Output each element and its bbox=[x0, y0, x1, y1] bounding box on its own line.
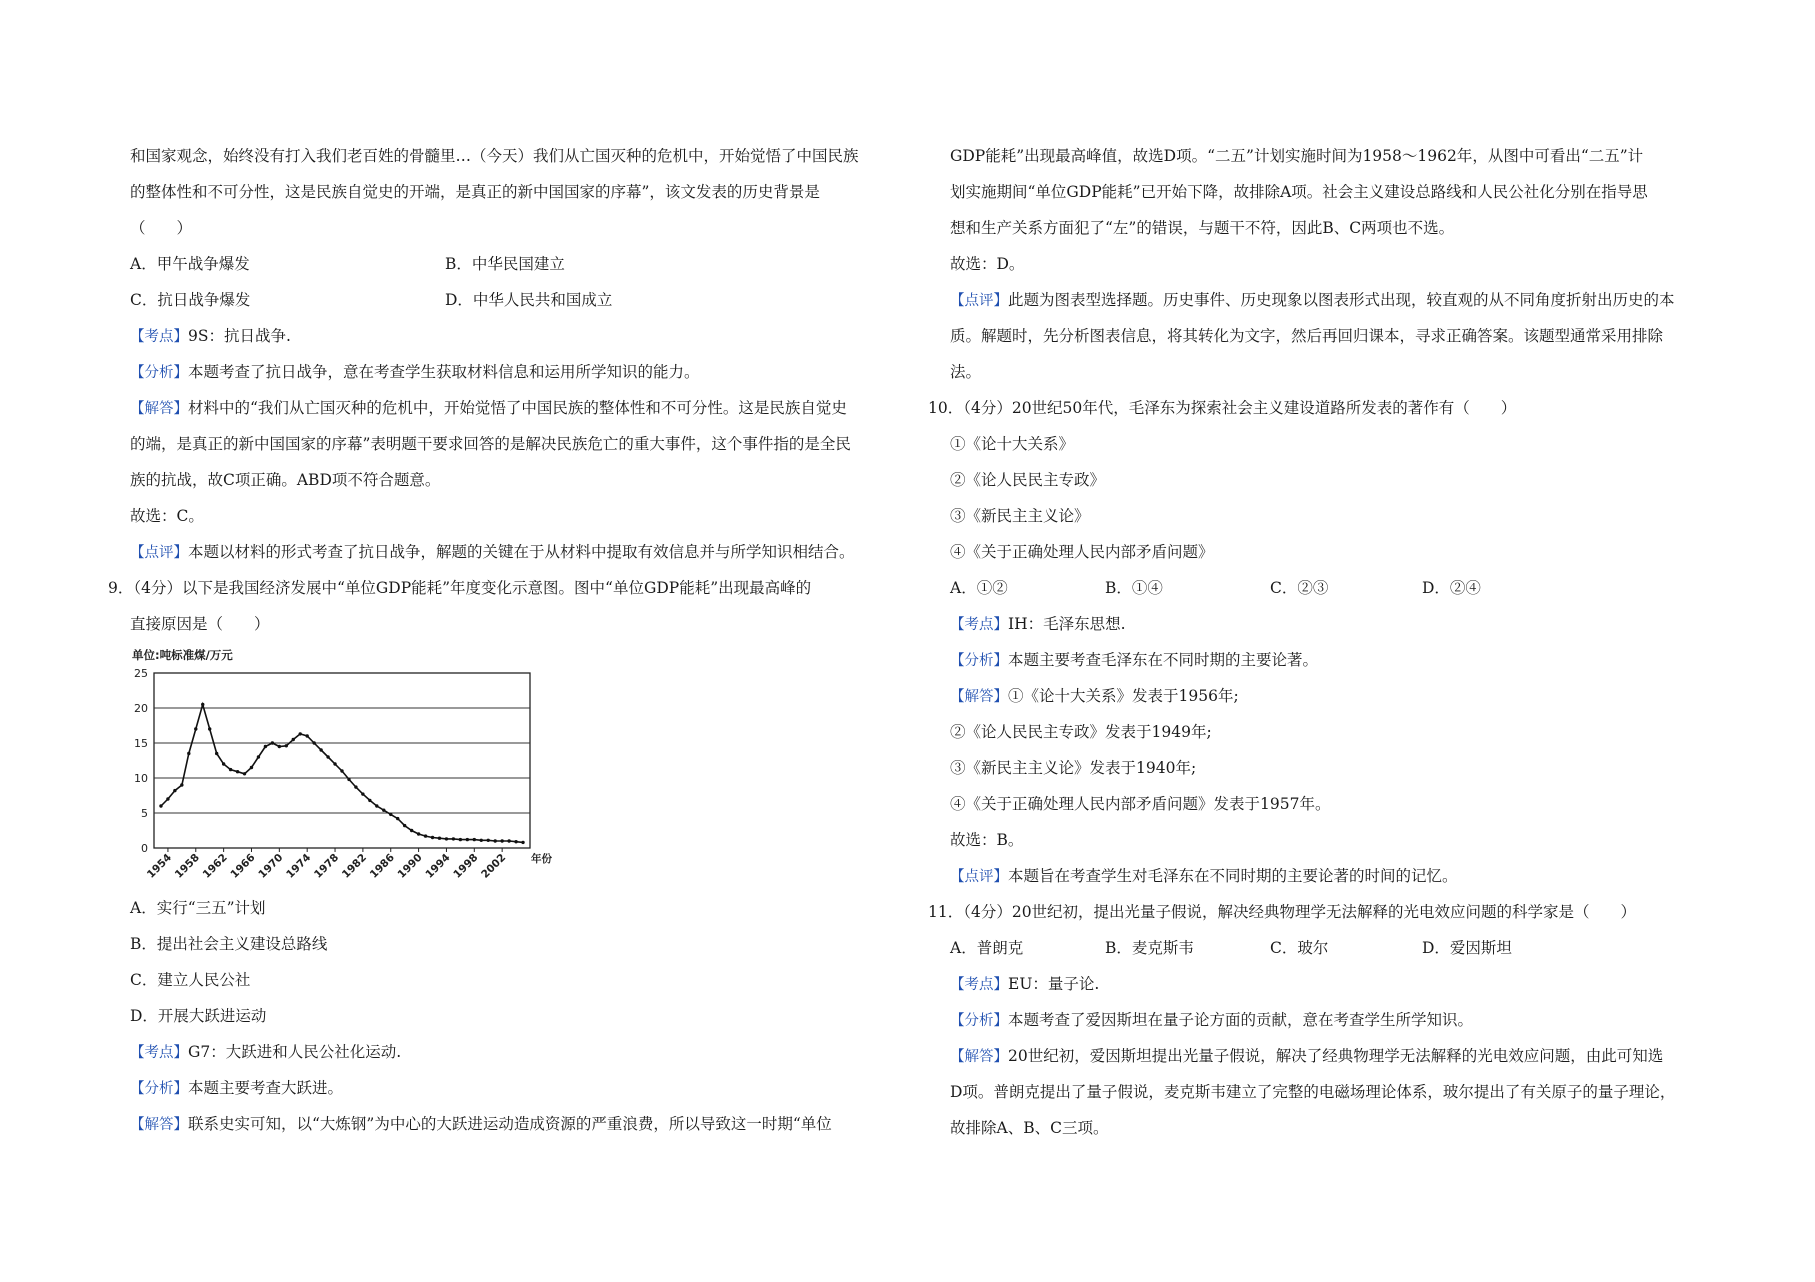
q10-jieda bbox=[950, 678, 1720, 714]
chart-point bbox=[292, 738, 295, 741]
q10-item-3: ③《新民主主义论》 bbox=[950, 507, 1090, 525]
chart-point bbox=[236, 770, 239, 773]
chart-point bbox=[257, 755, 260, 758]
chart-point bbox=[375, 804, 378, 807]
kaodian-text: IH：毛泽东思想. bbox=[1008, 615, 1126, 633]
q10-jieda-line-2: ②《论人民民主专政》发表于1949年; bbox=[950, 723, 1212, 741]
chart-point bbox=[319, 748, 322, 751]
chart-point bbox=[305, 734, 308, 737]
q10-item-4: ④《关于正确处理人民内部矛盾问题》 bbox=[950, 543, 1214, 561]
kaodian-tag: 【考点】 bbox=[950, 617, 1008, 633]
q8-option-c: C．抗日战争爆发 bbox=[130, 291, 251, 309]
chart-point bbox=[180, 783, 183, 786]
q9-dianping bbox=[950, 282, 1720, 318]
q9-jieda-cont-1: GDP能耗”出现最高峰值，故选D项。“二五”计划实施时间为1958～1962年，从图中可看出“二五”计 bbox=[950, 147, 1644, 165]
q11-option-a: A．普朗克 bbox=[950, 939, 1024, 957]
q10-jieda-line-4: ④《关于正确处理人民内部矛盾问题》发表于1957年。 bbox=[950, 795, 1331, 813]
chart-x-ticks bbox=[145, 848, 508, 881]
chart-point bbox=[166, 797, 169, 800]
q11-jieda-line-2: D项。普朗克提出了量子假说，麦克斯韦建立了完整的电磁场理论体系，玻尔提出了有关原子的量子理论， bbox=[950, 1083, 1676, 1101]
chart-point bbox=[410, 829, 413, 832]
q11-option-c: C．玻尔 bbox=[1270, 939, 1329, 957]
kaodian-tag: 【考点】 bbox=[950, 977, 1008, 993]
chart-frame bbox=[154, 673, 530, 848]
chart-point bbox=[361, 792, 364, 795]
q8-answer: 故选：C。 bbox=[130, 507, 204, 525]
q8-options-row-2 bbox=[130, 282, 900, 318]
chart-point bbox=[389, 813, 392, 816]
q8-option-d: D．中华人民共和国成立 bbox=[445, 291, 613, 309]
chart-point bbox=[243, 772, 246, 775]
chart-series bbox=[159, 703, 524, 844]
chart-y-tick-label: 20 bbox=[134, 702, 148, 715]
chart-point bbox=[459, 838, 462, 841]
chart-x-tick-label: 2002 bbox=[479, 851, 509, 881]
q9-dianping-line-2: 质。解题时，先分析图表信息，将其转化为文字，然后再回归课本，寻求正确答案。该题型通常采用排除 bbox=[950, 327, 1664, 345]
dianping-text: 本题以材料的形式考查了抗日战争，解题的关键在于从材料中提取有效信息并与所学知识相结合。 bbox=[188, 543, 855, 561]
q9-option-a: A．实行“三五”计划 bbox=[130, 899, 266, 917]
jieda-text: 联系史实可知，以“大炼钢”为中心的大跃进运动造成资源的严重浪费，所以导致这一时期“单位 bbox=[188, 1115, 832, 1133]
q8-jieda bbox=[130, 390, 900, 426]
q9-answer: 故选：D。 bbox=[950, 255, 1025, 273]
chart-point bbox=[438, 837, 441, 840]
q11-option-d: D．爱因斯坦 bbox=[1422, 939, 1512, 957]
chart-point bbox=[271, 741, 274, 744]
chart-x-tick-label: 1978 bbox=[312, 851, 342, 881]
q9-jieda bbox=[130, 1106, 900, 1142]
fenxi-text: 本题考查了抗日战争，意在考查学生获取材料信息和运用所学知识的能力。 bbox=[188, 363, 700, 381]
chart-point bbox=[347, 778, 350, 781]
chart-point bbox=[340, 769, 343, 772]
fenxi-tag: 【分析】 bbox=[130, 1081, 188, 1097]
q10-jieda-line-3: ③《新民主主义论》发表于1940年; bbox=[950, 759, 1197, 777]
dianping-tag: 【点评】 bbox=[130, 545, 188, 561]
q10-item-2: ②《论人民民主专政》 bbox=[950, 471, 1106, 489]
q9-jieda-cont-3: 想和生产关系方面犯了“左”的错误，与题干不符，因此B、C两项也不选。 bbox=[950, 219, 1455, 237]
chart-x-tick-label: 1994 bbox=[423, 851, 453, 881]
q8-stem-line-1: 和国家观念，始终没有打入我们老百姓的骨髓里…（今天）我们从亡国灭种的危机中，开始觉悟了中国民族 bbox=[130, 147, 859, 165]
chart-point bbox=[187, 752, 190, 755]
q11-stem: 11．（4分）20世纪初，提出光量子假说，解决经典物理学无法解释的光电效应问题的科学家是（ ） bbox=[928, 903, 1637, 921]
jieda-tag: 【解答】 bbox=[950, 689, 1008, 705]
dianping-text: 本题旨在考查学生对毛泽东在不同时期的主要论著的时间的记忆。 bbox=[1008, 867, 1458, 885]
right-column bbox=[928, 138, 1720, 1146]
chart-point bbox=[382, 809, 385, 812]
chart-point bbox=[333, 762, 336, 765]
chart-series-line bbox=[161, 705, 523, 843]
q8-option-a: A．甲午战争爆发 bbox=[130, 255, 250, 273]
chart-point bbox=[396, 817, 399, 820]
fenxi-tag: 【分析】 bbox=[950, 653, 1008, 669]
kaodian-tag: 【考点】 bbox=[130, 329, 188, 345]
chart-y-tick-label: 25 bbox=[134, 667, 148, 680]
q10-answer: 故选：B。 bbox=[950, 831, 1024, 849]
chart-x-tick-label: 1986 bbox=[367, 851, 397, 881]
chart-point bbox=[312, 741, 315, 744]
q10-option-a: A．①② bbox=[950, 579, 1008, 597]
q8-kaodian bbox=[130, 318, 900, 354]
dianping-tag: 【点评】 bbox=[950, 293, 1008, 309]
q9-option-b: B．提出社会主义建设总路线 bbox=[130, 935, 328, 953]
left-column bbox=[108, 138, 900, 1142]
chart-y-tick-label: 15 bbox=[134, 737, 148, 750]
q9-dianping-line-3: 法。 bbox=[950, 363, 982, 381]
q10-option-d: D．②④ bbox=[1422, 579, 1481, 597]
chart-point bbox=[466, 838, 469, 841]
chart-point bbox=[326, 755, 329, 758]
chart-point bbox=[250, 766, 253, 769]
q9-option-d: D．开展大跃进运动 bbox=[130, 1007, 267, 1025]
chart-point bbox=[480, 839, 483, 842]
jieda-tag: 【解答】 bbox=[130, 401, 188, 417]
q8-dianping bbox=[130, 534, 900, 570]
chart-x-tick-label: 1990 bbox=[395, 851, 425, 881]
chart-point bbox=[208, 727, 211, 730]
chart-point bbox=[424, 834, 427, 837]
chart-x-tick-label: 1982 bbox=[339, 851, 370, 881]
energy-chart bbox=[130, 646, 900, 888]
q10-options bbox=[950, 570, 1720, 606]
q10-option-b: B．①④ bbox=[1105, 579, 1163, 597]
chart-xlabel: 年份 bbox=[531, 853, 552, 865]
chart-point bbox=[514, 840, 517, 843]
q11-option-b: B．麦克斯韦 bbox=[1105, 939, 1194, 957]
chart-point bbox=[368, 799, 371, 802]
chart-ylabel: 单位:吨标准煤/万元 bbox=[132, 648, 233, 662]
chart-point bbox=[229, 768, 232, 771]
chart-point bbox=[507, 839, 510, 842]
kaodian-text: EU：量子论. bbox=[1008, 975, 1100, 993]
jieda-tag: 【解答】 bbox=[130, 1117, 188, 1133]
chart-point bbox=[431, 836, 434, 839]
chart-point bbox=[445, 837, 448, 840]
q9-option-c: C．建立人民公社 bbox=[130, 971, 251, 989]
chart-y-tick-label: 10 bbox=[134, 772, 148, 785]
chart-x-tick-label: 1974 bbox=[284, 851, 314, 881]
q10-dianping bbox=[950, 858, 1720, 894]
chart-x-tick-label: 1970 bbox=[256, 851, 286, 881]
dianping-text-1: 此题为图表型选择题。历史事件、历史现象以图表形式出现，较直观的从不同角度折射出历史的本 bbox=[1008, 291, 1675, 309]
fenxi-tag: 【分析】 bbox=[950, 1013, 1008, 1029]
q11-fenxi bbox=[950, 1002, 1720, 1038]
chart-x-tick-label: 1958 bbox=[172, 851, 202, 881]
q11-jieda-line-3: 故排除A、B、C三项。 bbox=[950, 1119, 1109, 1137]
energy-chart-svg bbox=[118, 646, 552, 888]
q8-options-row-1 bbox=[130, 246, 900, 282]
kaodian-text: 9S：抗日战争. bbox=[188, 327, 291, 345]
fenxi-text: 本题主要考查大跃进。 bbox=[188, 1079, 344, 1097]
q9-kaodian bbox=[130, 1034, 900, 1070]
chart-point bbox=[500, 839, 503, 842]
q10-stem: 10．（4分）20世纪50年代，毛泽东为探索社会主义建设道路所发表的著作有（ ） bbox=[928, 399, 1517, 417]
fenxi-text: 本题主要考查毛泽东在不同时期的主要论著。 bbox=[1008, 651, 1319, 669]
chart-point bbox=[222, 762, 225, 765]
q10-kaodian bbox=[950, 606, 1720, 642]
chart-point bbox=[215, 752, 218, 755]
dianping-tag: 【点评】 bbox=[950, 869, 1008, 885]
q8-stem-line-2: 的整体性和不可分性，这是民族自觉史的开端，是真正的新中国国家的序幕”，该文发表的历史背景是 bbox=[130, 183, 820, 201]
chart-point bbox=[417, 832, 420, 835]
q11-kaodian bbox=[950, 966, 1720, 1002]
jieda-text-1: ①《论十大关系》发表于1956年; bbox=[1008, 687, 1239, 705]
chart-y-tick-label: 0 bbox=[141, 842, 148, 855]
jieda-text-1: 20世纪初，爱因斯坦提出光量子假说，解决了经典物理学无法解释的光电效应问题，由此可知选 bbox=[1008, 1047, 1664, 1065]
chart-x-tick-label: 1966 bbox=[228, 851, 258, 881]
chart-x-tick-label: 1954 bbox=[144, 851, 175, 881]
fenxi-text: 本题考查了爱因斯坦在量子论方面的贡献，意在考查学生所学知识。 bbox=[1008, 1011, 1474, 1029]
kaodian-text: G7：大跃进和人民公社化运动. bbox=[188, 1043, 402, 1061]
chart-x-tick-label: 1998 bbox=[451, 851, 481, 881]
chart-point bbox=[493, 839, 496, 842]
chart-point bbox=[354, 785, 357, 788]
q8-stem-line-3: （ ） bbox=[130, 219, 193, 237]
chart-point bbox=[403, 824, 406, 827]
chart-x-tick-label: 1962 bbox=[200, 851, 230, 881]
chart-point bbox=[487, 839, 490, 842]
chart-point bbox=[521, 841, 524, 844]
q8-jieda-line-2: 的端，是真正的新中国国家的序幕”表明题干要求回答的是解决民族危亡的重大事件，这个事件指的是全民 bbox=[130, 435, 851, 453]
q10-option-c: C．②③ bbox=[1270, 579, 1329, 597]
fenxi-tag: 【分析】 bbox=[130, 365, 188, 381]
chart-y-tick-label: 5 bbox=[141, 807, 148, 820]
q11-jieda bbox=[950, 1038, 1720, 1074]
chart-point bbox=[285, 744, 288, 747]
jieda-tag: 【解答】 bbox=[950, 1049, 1008, 1065]
chart-point bbox=[201, 703, 204, 706]
chart-point bbox=[264, 745, 267, 748]
q9-jieda-cont-2: 划实施期间“单位GDP能耗”已开始下降，故排除A项。社会主义建设总路线和人民公社化分别在指导思 bbox=[950, 183, 1648, 201]
chart-point bbox=[159, 804, 162, 807]
q9-fenxi bbox=[130, 1070, 900, 1106]
chart-point bbox=[278, 745, 281, 748]
q10-fenxi bbox=[950, 642, 1720, 678]
q11-options bbox=[950, 930, 1720, 966]
q10-item-1: ①《论十大关系》 bbox=[950, 435, 1075, 453]
chart-point bbox=[452, 837, 455, 840]
jieda-text-1: 材料中的“我们从亡国灭种的危机中，开始觉悟了中国民族的整体性和不可分性。这是民族自觉史 bbox=[188, 399, 847, 417]
chart-point bbox=[473, 838, 476, 841]
q8-jieda-line-3: 族的抗战，故C项正确。ABD项不符合题意。 bbox=[130, 471, 441, 489]
q8-fenxi bbox=[130, 354, 900, 390]
q8-option-b: B．中华民国建立 bbox=[445, 255, 565, 273]
chart-point bbox=[194, 727, 197, 730]
q9-stem-line-1: 9．（4分）以下是我国经济发展中“单位GDP能耗”年度变化示意图。图中“单位GDP能耗”出现最高峰的 bbox=[108, 579, 812, 597]
chart-point bbox=[173, 789, 176, 792]
chart-y-ticks bbox=[134, 667, 148, 855]
q9-stem-line-2: 直接原因是（ ） bbox=[130, 615, 270, 633]
chart-grid bbox=[154, 673, 530, 848]
chart-point bbox=[299, 732, 302, 735]
kaodian-tag: 【考点】 bbox=[130, 1045, 188, 1061]
